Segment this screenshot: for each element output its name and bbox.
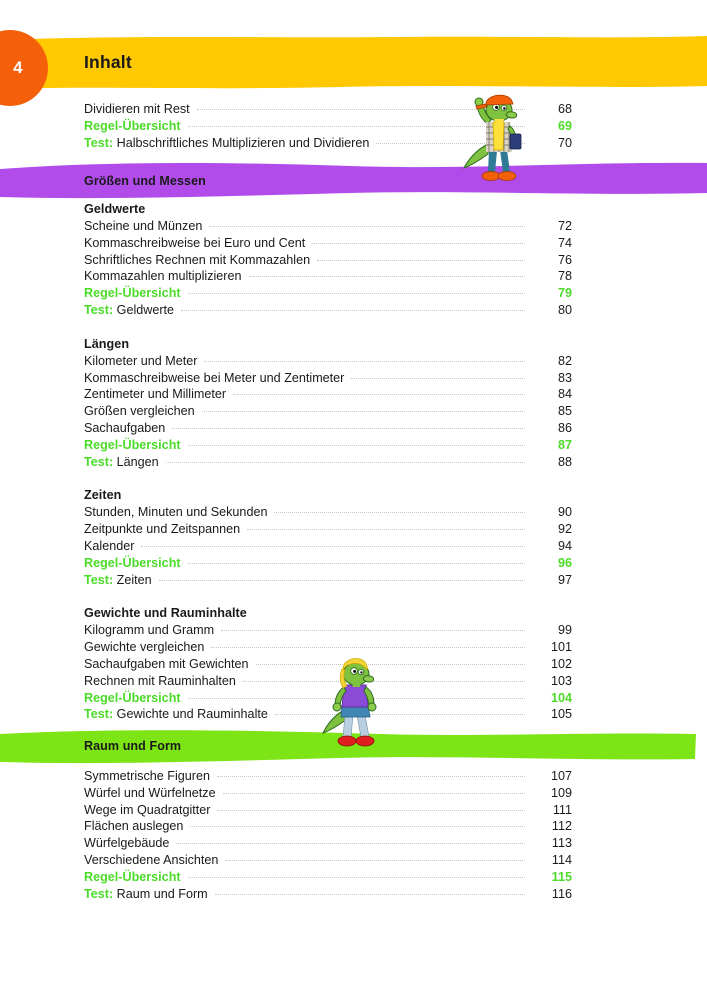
toc-entry[interactable] xyxy=(84,420,572,437)
toc-entry[interactable] xyxy=(84,555,572,572)
toc-entry[interactable] xyxy=(84,768,572,785)
toc-entry-page: 90 xyxy=(557,505,572,520)
toc-entry[interactable] xyxy=(84,818,572,835)
toc-entry-label: Verschiedene Ansichten xyxy=(84,852,219,867)
toc-entry-label: Regel-Übersicht xyxy=(84,555,181,570)
toc-entry[interactable] xyxy=(84,285,572,302)
toc-entry-page: 76 xyxy=(557,252,572,267)
toc-entry-page: 103 xyxy=(550,673,572,688)
toc-entry-label: Würfel und Würfelnetze xyxy=(84,785,216,800)
toc-entry-label: Kommaschreibweise bei Euro und Cent xyxy=(84,235,306,250)
toc-entry[interactable] xyxy=(84,403,572,420)
toc-entry-page: 97 xyxy=(557,572,572,587)
toc-entry-label: Sachaufgaben mit Gewichten xyxy=(84,656,249,671)
toc-leader-dots xyxy=(181,310,525,311)
toc-leader-dots xyxy=(188,563,525,564)
toc-entry-page: 107 xyxy=(550,769,572,783)
chapter-band-groessen-und-messen xyxy=(0,160,707,202)
toc-entry[interactable] xyxy=(84,504,572,521)
toc-entry-label: Größen vergleichen xyxy=(84,404,195,419)
toc-entry[interactable] xyxy=(84,454,572,471)
toc-group xyxy=(84,201,572,319)
toc-group-spacer xyxy=(84,470,572,487)
toc-entry-page: 112 xyxy=(551,819,572,834)
toc-leader-dots xyxy=(190,826,525,827)
toc-entry-page: 85 xyxy=(557,404,572,419)
toc-entry-label: Kalender xyxy=(84,538,135,553)
dino-boy-with-cap-illustration xyxy=(458,88,536,186)
chapter-band-label-groessen: Größen und Messen xyxy=(84,174,206,188)
toc-leader-dots xyxy=(188,445,525,446)
toc-entry-page: 88 xyxy=(557,454,572,469)
toc-leader-dots xyxy=(141,546,525,547)
toc-leader-dots xyxy=(166,462,525,463)
toc-entry[interactable] xyxy=(84,521,572,538)
toc-entry-page: 79 xyxy=(557,286,572,301)
toc-leader-dots xyxy=(172,428,525,429)
toc-entry-page: 102 xyxy=(550,656,572,671)
page-number: 4 xyxy=(13,58,23,77)
toc-leader-dots xyxy=(204,361,525,362)
toc-entry-page: 84 xyxy=(557,387,572,402)
toc-entry-page: 101 xyxy=(550,640,572,655)
toc-entry[interactable] xyxy=(84,538,572,555)
toc-leader-dots xyxy=(202,411,525,412)
toc-entry-page: 109 xyxy=(550,785,572,800)
toc-entry[interactable] xyxy=(84,802,572,819)
toc-entry-page: 82 xyxy=(557,353,572,368)
toc-leader-dots xyxy=(209,226,525,227)
toc-entry-label: Zentimeter und Millimeter xyxy=(84,387,227,402)
toc-entry-label: Kommaschreibweise bei Meter und Zentimeter xyxy=(84,370,345,385)
toc-leader-dots xyxy=(225,860,525,861)
toc-entry-label: Regel-Übersicht xyxy=(84,869,181,884)
toc-entry[interactable] xyxy=(84,386,572,403)
toc-entry[interactable] xyxy=(84,886,572,903)
toc-entry-page: 114 xyxy=(551,852,572,867)
toc-entry-label: Stunden, Minuten und Sekunden xyxy=(84,505,268,520)
toc-entry-label: Dividieren mit Rest xyxy=(84,102,190,116)
toc-leader-dots xyxy=(233,394,525,395)
toc-entry[interactable] xyxy=(84,869,572,886)
toc-entry[interactable] xyxy=(84,353,572,370)
toc-entry-page: 94 xyxy=(557,538,572,553)
toc-entry-label: Scheine und Münzen xyxy=(84,219,203,233)
toc-entry-label: Regel-Übersicht xyxy=(84,286,181,301)
toc-group-title: Gewichte und Rauminhalte xyxy=(84,606,247,621)
toc-entry-page: 70 xyxy=(557,135,572,150)
toc-entry-page: 111 xyxy=(552,802,572,817)
toc-leader-dots xyxy=(249,276,526,277)
toc-entry-page: 80 xyxy=(557,302,572,317)
toc-group xyxy=(84,336,572,471)
toc-entry-tag: Test: xyxy=(84,302,117,317)
toc-entry-label: Test: Längen xyxy=(84,454,159,469)
toc-entry-label: Test: Gewichte und Rauminhalte xyxy=(84,707,268,722)
toc-entry[interactable] xyxy=(84,268,572,285)
toc-leader-dots xyxy=(247,529,525,530)
toc-entry-label: Symmetrische Figuren xyxy=(84,769,210,783)
toc-leader-dots xyxy=(188,293,525,294)
toc-entry-label: Gewichte vergleichen xyxy=(84,640,205,655)
toc-entry-label: Kommazahlen multiplizieren xyxy=(84,269,242,284)
toc-entry-page: 105 xyxy=(550,707,572,722)
toc-leader-dots xyxy=(274,512,525,513)
dino-girl-blonde-illustration xyxy=(318,655,392,751)
toc-entry-label: Kilometer und Meter xyxy=(84,353,198,368)
toc-entry[interactable] xyxy=(84,235,572,252)
toc-entry-page: 72 xyxy=(557,219,572,233)
toc-entry-label: Test: Raum und Form xyxy=(84,886,208,901)
toc-entry-label: Flächen auslegen xyxy=(84,819,184,834)
toc-entry-page: 83 xyxy=(557,370,572,385)
toc-leader-dots xyxy=(351,378,525,379)
chapter-band-label-raum: Raum und Form xyxy=(84,739,182,753)
toc-leader-dots xyxy=(217,776,525,777)
page-title: Inhalt xyxy=(84,52,132,72)
toc-entry[interactable] xyxy=(84,835,572,852)
toc-group xyxy=(84,487,572,588)
toc-leader-dots xyxy=(317,260,525,261)
toc-entry-label: Regel-Übersicht xyxy=(84,437,181,452)
toc-group-spacer xyxy=(84,588,572,605)
toc-entry-page: 78 xyxy=(557,269,572,284)
toc-group-title: Zeiten xyxy=(84,488,122,503)
toc-group xyxy=(84,768,572,902)
toc-leader-dots xyxy=(221,630,525,631)
toc-group-title: Geldwerte xyxy=(84,202,146,216)
toc-entry-label: Zeitpunkte und Zeitspannen xyxy=(84,522,241,537)
toc-entry[interactable] xyxy=(84,252,572,269)
toc-entry-label: Regel-Übersicht xyxy=(84,118,181,133)
toc-entry[interactable] xyxy=(84,218,572,235)
toc-entry-label: Rechnen mit Rauminhalten xyxy=(84,673,236,688)
toc-entry-page: 116 xyxy=(551,886,572,901)
toc-entry[interactable] xyxy=(84,639,572,656)
toc-entry-label: Sachaufgaben xyxy=(84,420,166,435)
toc-entry-tag: Test: xyxy=(84,454,117,469)
toc-leader-dots xyxy=(188,877,525,878)
toc-entry-page: 104 xyxy=(550,690,572,705)
toc-entry[interactable] xyxy=(84,785,572,802)
toc-entry-page: 68 xyxy=(557,102,572,116)
toc-entry-page: 87 xyxy=(557,437,572,452)
toc-entry[interactable] xyxy=(84,572,572,589)
toc-leader-dots xyxy=(211,647,525,648)
toc-entry-page: 92 xyxy=(557,522,572,537)
chapter-raum-group-list xyxy=(84,768,572,902)
toc-leader-dots xyxy=(223,793,525,794)
toc-entry-page: 74 xyxy=(557,235,572,250)
toc-entry-page: 115 xyxy=(551,869,572,884)
toc-entry[interactable] xyxy=(84,622,572,639)
toc-entry[interactable] xyxy=(84,852,572,869)
toc-entry-label: Regel-Übersicht xyxy=(84,690,181,705)
toc-leader-dots xyxy=(215,894,525,895)
toc-leader-dots xyxy=(275,714,525,715)
toc-entry[interactable] xyxy=(84,370,572,387)
toc-entry-label: Schriftliches Rechnen mit Kommazahlen xyxy=(84,252,311,267)
toc-leader-dots xyxy=(312,243,525,244)
chapter-groessen-group-list xyxy=(84,201,572,723)
toc-entry-label: Kilogramm und Gramm xyxy=(84,623,215,638)
toc-entry-tag: Test: xyxy=(84,886,117,901)
toc-entry-label: Test: Zeiten xyxy=(84,572,152,587)
toc-entry-label: Würfelgebäude xyxy=(84,836,170,851)
toc-entry-page: 113 xyxy=(551,836,572,851)
toc-entry-tag: Test: xyxy=(84,135,117,150)
toc-entry-tag: Test: xyxy=(84,707,117,722)
toc-entry-page: 99 xyxy=(557,623,572,638)
toc-entry-label: Wege im Quadratgitter xyxy=(84,802,211,817)
toc-entry-page: 69 xyxy=(557,118,572,133)
toc-entry[interactable] xyxy=(84,437,572,454)
toc-leader-dots xyxy=(176,843,525,844)
toc-group-spacer xyxy=(84,319,572,336)
toc-entry[interactable] xyxy=(84,302,572,319)
toc-leader-dots xyxy=(159,580,525,581)
toc-entry-tag: Test: xyxy=(84,572,117,587)
toc-entry-page: 86 xyxy=(557,420,572,435)
toc-group-title: Längen xyxy=(84,336,130,351)
toc-leader-dots xyxy=(217,810,525,811)
toc-entry-label: Test: Halbschriftliches Multiplizieren und Dividieren xyxy=(84,135,370,150)
toc-entry-page: 96 xyxy=(557,555,572,570)
toc-entry-label: Test: Geldwerte xyxy=(84,302,175,317)
